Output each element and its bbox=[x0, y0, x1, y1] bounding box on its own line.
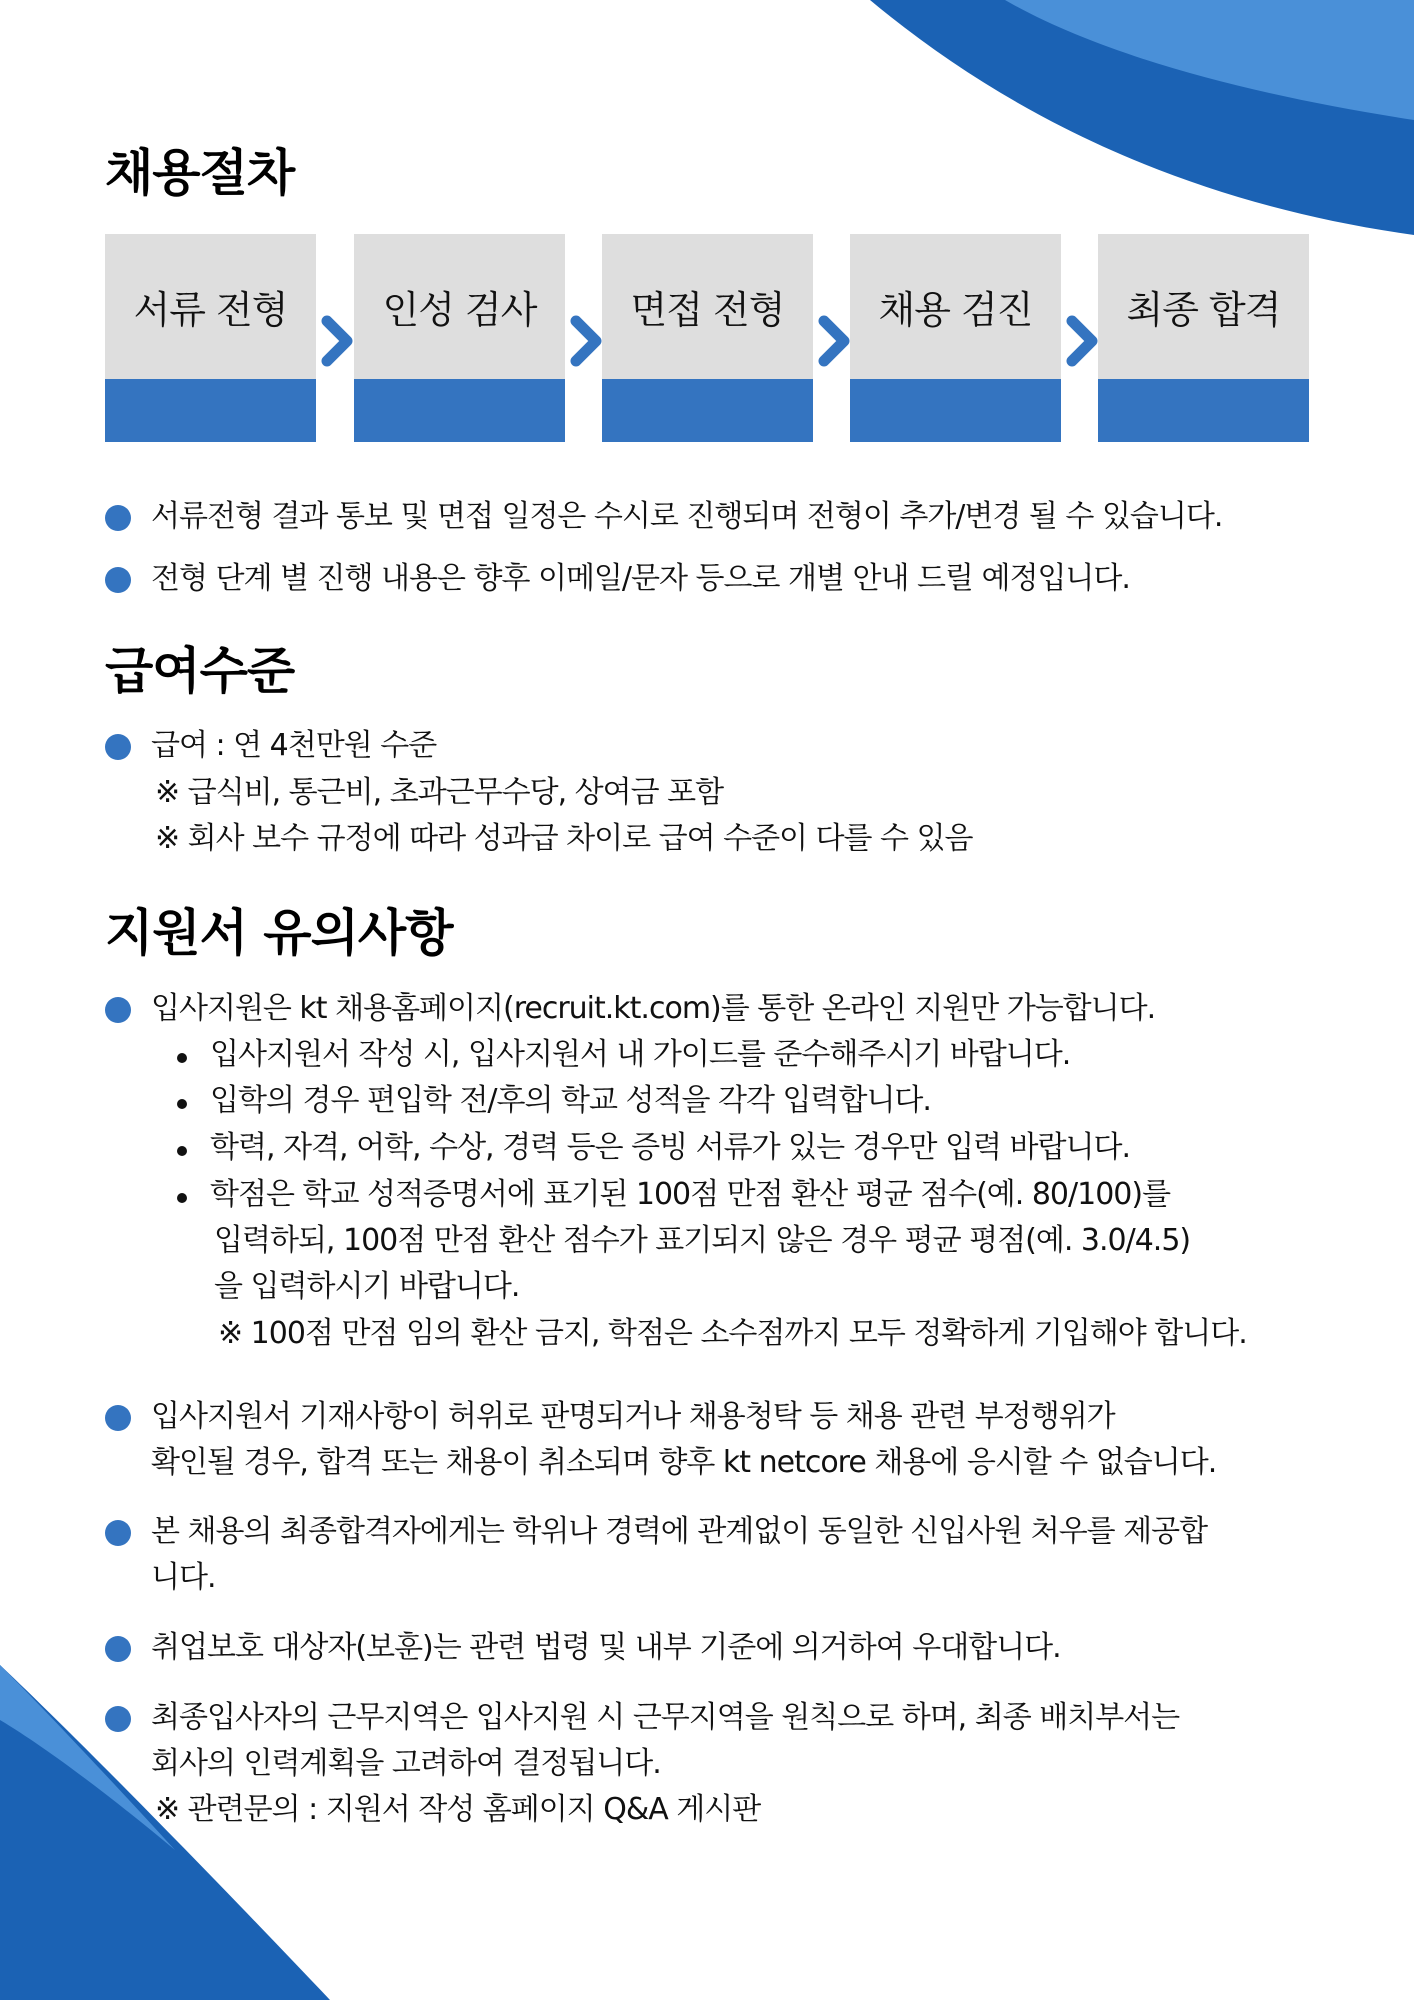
step-final-pass bbox=[1098, 234, 1309, 442]
step-label: 인성 검사 bbox=[382, 288, 537, 332]
step-label: 면접 전형 bbox=[630, 288, 785, 332]
salary-main: 급여 : 연 4천만원 수준 bbox=[151, 728, 437, 763]
step-label: 최종 합격 bbox=[1126, 288, 1281, 332]
caution-gpa-line: 을 입력하시기 바랍니다. bbox=[214, 1269, 520, 1304]
bullet-dot bbox=[105, 1405, 131, 1431]
caution-item-text: 니다. bbox=[151, 1560, 216, 1595]
bullet-dot bbox=[105, 734, 131, 760]
sub-bullet-dot bbox=[177, 1146, 187, 1156]
caution-item-text: 확인될 경우, 합격 또는 채용이 취소되며 향후 kt netcore 채용에 응시할 수 없습니다. bbox=[151, 1445, 1217, 1480]
caution-item-text: 입사지원은 kt 채용홈페이지(recruit.kt.com)를 통한 온라인 지원만 가능합니다. bbox=[151, 991, 1156, 1026]
caution-sub-item: 입학의 경우 편입학 전/후의 학교 성적을 각각 입력합니다. bbox=[210, 1083, 931, 1118]
caution-item-text: 회사의 인력계획을 고려하여 결정됩니다. bbox=[151, 1746, 661, 1781]
step-accent-bar bbox=[1098, 379, 1309, 442]
caution-gpa-line: 입력하되, 100점 만점 환산 점수가 표기되지 않은 경우 평균 평점(예. 3.0/4.5) bbox=[214, 1223, 1191, 1258]
procedure-note: 전형 단계 별 진행 내용은 향후 이메일/문자 등으로 개별 안내 드릴 예정입니다. bbox=[151, 561, 1130, 596]
procedure-title: 채용절차 bbox=[105, 144, 295, 202]
contact-note: ※ 관련문의 : 지원서 작성 홈페이지 Q&A 게시판 bbox=[155, 1792, 761, 1827]
sub-bullet-dot bbox=[177, 1099, 187, 1109]
caution-sub-item: 학력, 자격, 어학, 수상, 경력 등은 증빙 서류가 있는 경우만 입력 바랍니다. bbox=[210, 1130, 1131, 1165]
bullet-dot bbox=[105, 1636, 131, 1662]
caution-gpa-line: 학점은 학교 성적증명서에 표기된 100점 만점 환산 평균 점수(예. 80/100)를 bbox=[210, 1177, 1171, 1212]
caution-gpa-note: ※ 100점 만점 임의 환산 금지, 학점은 소수점까지 모두 정확하게 기입해야 합니다. bbox=[218, 1316, 1247, 1351]
step-accent-bar bbox=[850, 379, 1061, 442]
salary-title: 급여수준 bbox=[105, 642, 295, 700]
bullet-dot bbox=[105, 567, 131, 593]
caution-item-text: 취업보호 대상자(보훈)는 관련 법령 및 내부 기준에 의거하여 우대합니다. bbox=[151, 1630, 1061, 1665]
step-personality-test bbox=[354, 234, 565, 442]
bullet-dot bbox=[105, 997, 131, 1023]
chevron-right-icon bbox=[815, 311, 855, 371]
bullet-dot bbox=[105, 505, 131, 531]
chevron-right-icon bbox=[567, 311, 607, 371]
step-interview bbox=[602, 234, 813, 442]
caution-item-text: 입사지원서 기재사항이 허위로 판명되거나 채용청탁 등 채용 관련 부정행위가 bbox=[151, 1399, 1115, 1434]
step-accent-bar bbox=[354, 379, 565, 442]
step-health-check bbox=[850, 234, 1061, 442]
step-accent-bar bbox=[105, 379, 316, 442]
sub-bullet-dot bbox=[177, 1053, 187, 1063]
caution-item-text: 본 채용의 최종합격자에게는 학위나 경력에 관계없이 동일한 신입사원 처우를 제공합 bbox=[151, 1514, 1208, 1549]
bullet-dot bbox=[105, 1706, 131, 1732]
sub-bullet-dot bbox=[177, 1193, 187, 1203]
procedure-steps bbox=[105, 234, 1310, 442]
caution-sub-item: 입사지원서 작성 시, 입사지원서 내 가이드를 준수해주시기 바랍니다. bbox=[210, 1037, 1071, 1072]
chevron-right-icon bbox=[1063, 311, 1103, 371]
caution-title: 지원서 유의사항 bbox=[105, 904, 453, 962]
step-accent-bar bbox=[602, 379, 813, 442]
step-document-screening bbox=[105, 234, 316, 442]
procedure-note: 서류전형 결과 통보 및 면접 일정은 수시로 진행되며 전형이 추가/변경 될 수 있습니다. bbox=[151, 499, 1223, 534]
chevron-right-icon bbox=[318, 311, 358, 371]
salary-note: ※ 회사 보수 규정에 따라 성과급 차이로 급여 수준이 다를 수 있음 bbox=[155, 821, 973, 856]
step-label: 서류 전형 bbox=[133, 288, 288, 332]
bullet-dot bbox=[105, 1520, 131, 1546]
salary-note: ※ 급식비, 통근비, 초과근무수당, 상여금 포함 bbox=[155, 775, 724, 810]
step-label: 채용 검진 bbox=[878, 288, 1033, 332]
caution-item-text: 최종입사자의 근무지역은 입사지원 시 근무지역을 원칙으로 하며, 최종 배치부서는 bbox=[151, 1700, 1180, 1735]
